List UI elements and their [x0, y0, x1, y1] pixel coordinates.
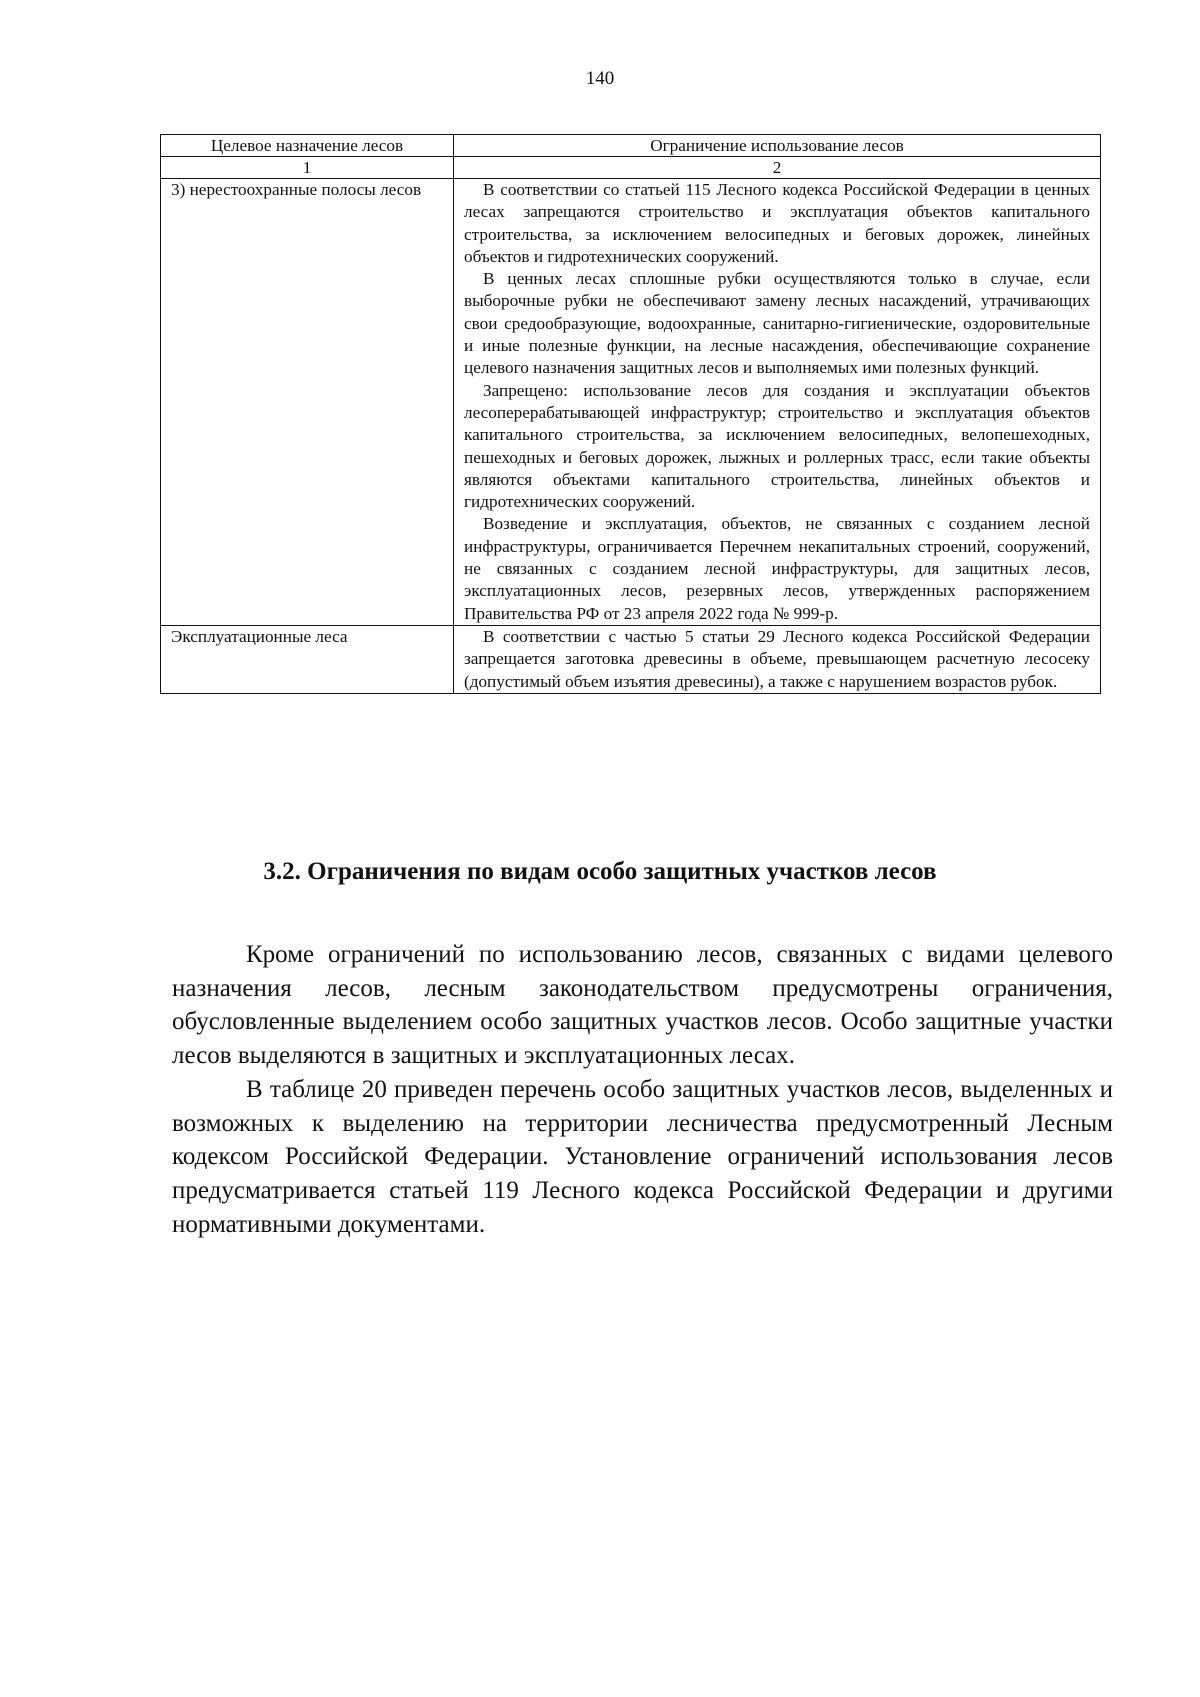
body-paragraph: Кроме ограничений по использованию лесов, связанных с видами целевого назначения лесов, лесным законодательством предусмотрены ограничения, обусловленные выделением особо защитных участков лесов. Особо защитные участки лесов выделяются в защитных и эксплуатационных лесах. — [172, 941, 1113, 1070]
restriction-paragraph: В соответствии с частью 5 статьи 29 Лесного кодекса Российской Федерации запрещается заготовка древесины в объеме, превышающем расчетную лесосеку (допустимый объем изъятия древесины), а также с нарушением возрастов рубок. — [464, 626, 1090, 691]
table-header-purpose: Целевое назначение лесов — [161, 135, 454, 157]
forest-restrictions-table — [160, 134, 1101, 694]
section-body — [172, 938, 1113, 1241]
table-header-restriction: Ограничение использование лесов — [454, 135, 1101, 157]
table-header-row — [161, 135, 1101, 157]
page-number: 140 — [585, 68, 615, 89]
section-heading: 3.2. Ограничения по видам особо защитных участков лесов — [263, 858, 937, 885]
row-restriction — [454, 179, 1101, 626]
row-restriction — [454, 625, 1101, 693]
restriction-paragraph: Запрещено: использование лесов для создания и эксплуатации объектов лесоперерабатывающей инфраструктур; строительство и эксплуатация объектов капитального строительства, за исключением велосипедных, велопешеходных, пешеходных и беговых дорожек, лыжных и роллерных трасс, если такие объекты являются объектами капитального строительства, линейных объектов и гидротехнических сооружений. — [464, 380, 1090, 512]
body-paragraph: В таблице 20 приведен перечень особо защитных участков лесов, выделенных и возможных к выделению на территории лесничества предусмотренный Лесным кодексом Российской Федерации. Установление ограничений использования лесов предусматривается статьей 119 Лесного кодекса Российской Федерации и другими нормативными документами. — [172, 1075, 1113, 1238]
row-purpose — [161, 179, 454, 626]
purpose-text: Эксплуатационные леса — [171, 626, 348, 646]
purpose-text: 3) нерестоохранные полосы лесов — [171, 180, 422, 199]
column-number-2: 2 — [454, 157, 1101, 179]
restriction-paragraph: Возведение и эксплуатация, объектов, не связанных с созданием лесной инфраструктуры, ограничивается Перечнем некапитальных строений, сооружений, не связанных с созданием лесной инфраструктуры, для защитных лесов, эксплуатационных лесов, резервных лесов, утвержденных распоряжением Правительства РФ от 23 апреля 2022 года № 999-р. — [464, 514, 1090, 623]
table-row — [161, 625, 1101, 693]
table-column-number-row — [161, 157, 1101, 179]
table-row — [161, 179, 1101, 626]
restriction-paragraph: В ценных лесах сплошные рубки осуществляются только в случае, если выборочные рубки не обеспечивают замену лесных насаждений, утрачивающих свои средообразующие, водоохранные, санитарно-гигиенические, оздоровительные и иные полезные функции, на лесные насаждения, обеспечивающие сохранение целевого назначения защитных лесов и выполняемых ими полезных функций. — [464, 269, 1090, 378]
restriction-paragraph: В соответствии со статьей 115 Лесного кодекса Российской Федерации в ценных лесах запрещаются строительство и эксплуатация объектов капитального строительства, за исключением велосипедных и беговых дорожек, линейных объектов и гидротехнических сооружений. — [464, 180, 1090, 266]
column-number-1: 1 — [161, 157, 454, 179]
row-purpose — [161, 625, 454, 693]
